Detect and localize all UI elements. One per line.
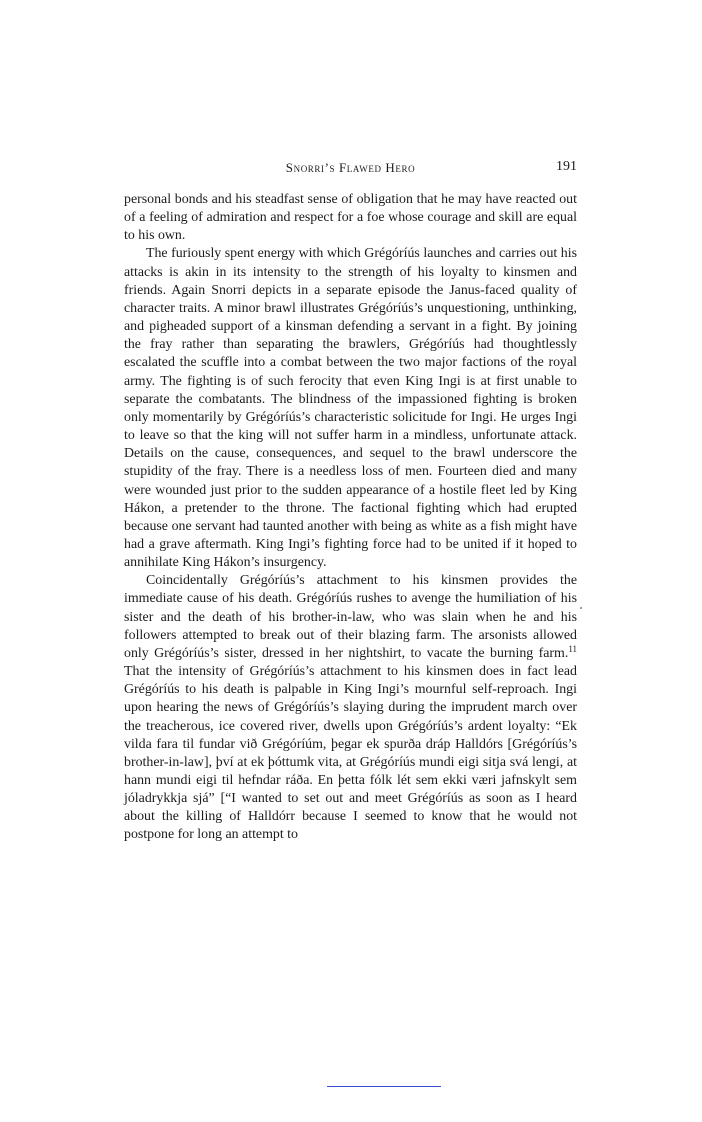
paragraph-1: personal bonds and his steadfast sense of obligation that he may have reacted out of a feeling of admiration and respect for a foe whose courage and skill are equal to his own. [124,192,577,244]
page-number: 191 [556,159,577,174]
body-text [124,191,577,845]
page-header [124,160,577,178]
bottom-rule [327,1086,441,1087]
paragraph-2: The furiously spent energy with which Grégóríús launches and carries out his attacks is akin in its intensity to the strength of his loyalty to kinsmen and friends. Again Snorri depicts in a separate episode the Janus-faced quality of character traits. A minor brawl illustrates Grégóríús’s unquestioning, unthinking, and pigheaded support of a kinsman defending a servant in a fight. By joining the fray rather than separating the brawlers, Grégóríús had thoughtlessly escalated the scuffle into a combat between the two major factions of the royal army. The fighting is of such ferocity that even King Ingi is at first unable to separate the combatants. The blindness of the impassioned fighting is broken only momentarily by Grégóríús’s characteristic solicitude for Ingi. He urges Ingi to leave so that the king will not suffer harm in a mindless, unfortunate attack. Details on the cause, consequences, and sequel to the brawl underscore the stupidity of the fray. There is a needless loss of men. Fourteen died and many were wounded just prior to the sudden appearance of a hostile fleet led by King Hákon, a pretender to the throne. The factional fighting which had erupted because one servant had taunted another with being as white as a fish might have had a grave aftermath. King Ingi’s fighting force had to be united if it hoped to annihilate King Hákon’s insurgency. [124,246,577,571]
paragraph-3 [124,572,577,844]
paragraph-3-text-before: Coincidentally Grégóríús’s attachment to his kinsmen provides the immediate cause of his death. Grégóríús rushes to avenge the humiliation of his sister and the death of his brother-in-law, who was slain when he and his followers attempted to break out of their blazing farm. The arsonists allowed only Grégóríús’s sister, dressed in her nightshirt, to vacate the burning farm. [124,573,577,661]
scan-speck [580,607,582,609]
running-title: Snorri’s Flawed Hero [285,160,416,175]
paragraph-3-text-after: That the intensity of Grégóríús’s attachment to his kinsmen does in fact lead Grégóríús to his death is palpable in King Ingi’s mournful self-reproach. Ingi upon hearing the news of Grégóríús’s slaying during the imprudent march over the treacherous, ice covered river, dwells upon Grégóríús’s ardent loyalty: “Ek vilda fara til fundar við Grégóríúm, þegar ek spurða dráp Halldórs [Grégóríús’s brother-in-law], því at ek þóttumk vita, at Grégóríús mundi eigi sitja svá lengi, at hann mundi eigi til hefndar ráða. En þetta fólk lét sem ekki væri jafnskylt sem jóladrykkja sjá” [“I wanted to set out and meet Grégóríús as soon as I heard about the killing of Halldórr because I seemed to know that he would not postpone for long an attempt to [124,664,577,843]
footnote-marker: 11 [568,643,577,654]
